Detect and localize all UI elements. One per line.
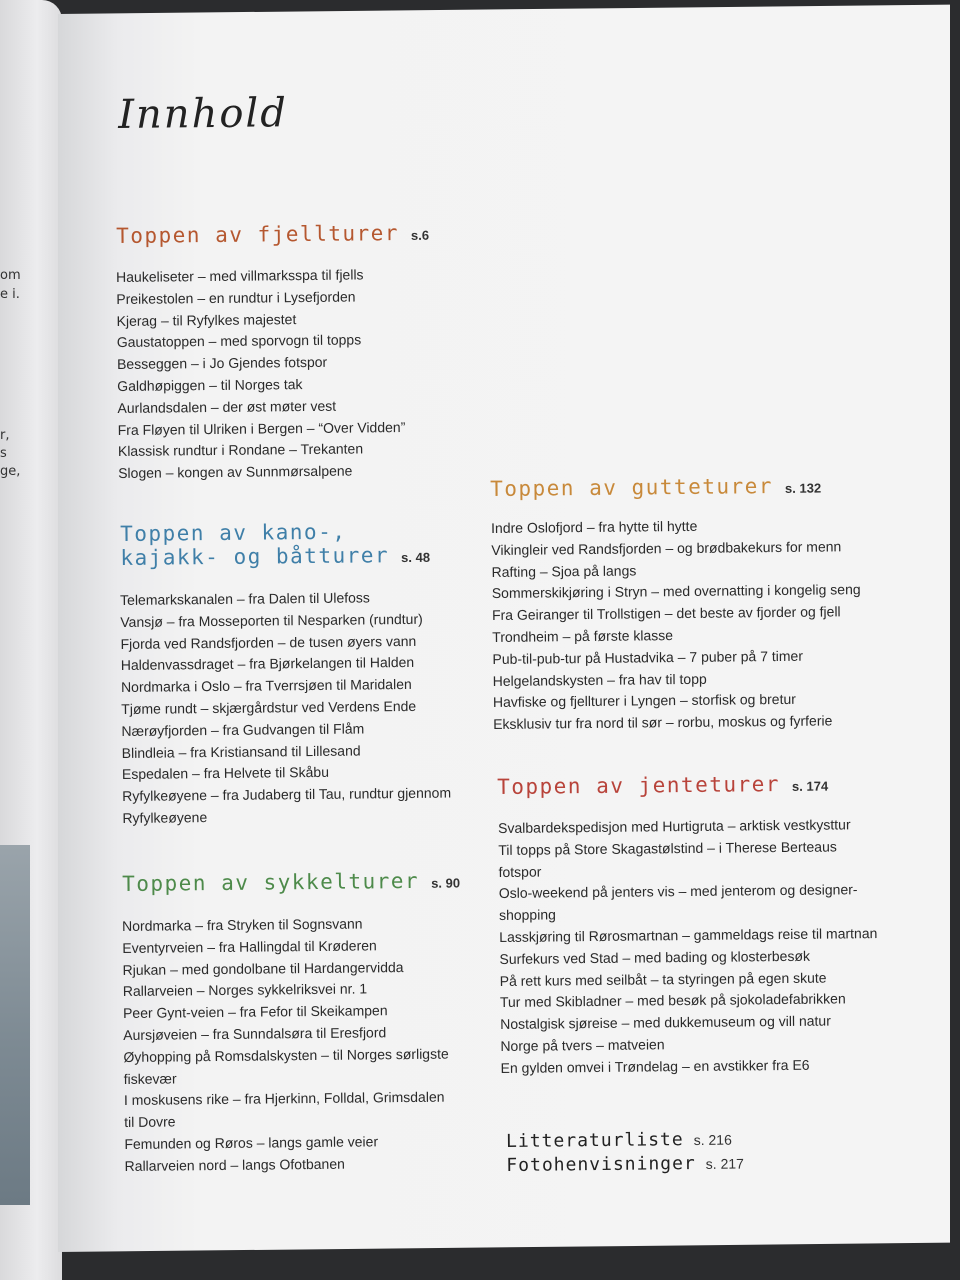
back-matter-page-ref: s. 217 bbox=[705, 1155, 744, 1172]
list-item: Eksklusiv tur fra nord til sør – rorbu, moskus og fyrferie bbox=[493, 712, 833, 733]
list-item: Nærøyfjorden – fra Gudvangen til Flåm bbox=[121, 720, 365, 739]
previous-page bbox=[0, 0, 62, 1280]
list-item: Lasskjøring til Rørosmartnan – gammeldags reise til martnan bbox=[499, 925, 878, 945]
list-item: Besseggen – i Jo Gjendes fotspor bbox=[116, 353, 328, 373]
list-item: Slogen – kongen av Sunnmørsalpene bbox=[118, 462, 353, 482]
section-page-ref: s. 48 bbox=[401, 549, 431, 566]
list-item: Norge på tvers – matveien bbox=[500, 1036, 665, 1054]
back-matter-page-ref: s. 216 bbox=[693, 1131, 732, 1149]
list-item: Tjøme rundt – skjærgårdstur ved Verdens Ende bbox=[121, 697, 417, 717]
previous-page-text: s bbox=[0, 446, 7, 461]
list-item: Nordmarka i Oslo – fra Tverrsjøen til Maridalen bbox=[120, 676, 412, 696]
list-item: Haldenvassdraget – fra Bjørkelangen til Halden bbox=[120, 654, 415, 674]
previous-page-text: r, bbox=[0, 428, 10, 443]
list-item: Surfekurs ved Stad – med bading og klosterbesøk bbox=[499, 947, 811, 967]
back-matter-item bbox=[506, 1152, 744, 1178]
list-item: Indre Oslofjord – fra hytte til hytte bbox=[491, 517, 698, 536]
list-item: Haukeliseter – med villmarksspa til fjells bbox=[116, 266, 364, 285]
list-item: Fjorda ved Randsfjorden – de tusen øyers vann bbox=[120, 632, 417, 652]
back-matter bbox=[506, 1128, 744, 1178]
list-item: til Dovre bbox=[124, 1113, 176, 1131]
list-item: Tur med Skibladner – med besøk på sjokoladefabrikken bbox=[499, 990, 846, 1011]
list-item: Helgelandskysten – fra hav til topp bbox=[492, 670, 707, 689]
previous-page-text: ge, bbox=[0, 464, 21, 479]
list-item: På rett kurs med seilbåt – ta styringen på egen skute bbox=[499, 969, 827, 989]
list-item: Eventyrveien – fra Hallingdal til Krøderen bbox=[122, 937, 377, 956]
list-item: Trondheim – på første klasse bbox=[492, 627, 674, 645]
list-item: Preikestolen – en rundtur i Lysefjorden bbox=[116, 288, 356, 307]
list-item: Sommerskikjøring i Stryn – med overnatting i kongelig seng bbox=[491, 581, 861, 602]
list-item: Ryfylkeøyene bbox=[122, 809, 208, 826]
list-item: Havfiske og fjellturer i Lyngen – storfisk og bretur bbox=[492, 691, 796, 711]
section-title-text: Toppen av gutteturer bbox=[490, 474, 774, 501]
entry-list-jenteturer bbox=[498, 814, 879, 1080]
previous-page-photo bbox=[0, 845, 30, 1205]
section-title-fjellturer bbox=[116, 221, 429, 251]
section-title-text: kajakk- og båtturer bbox=[120, 543, 390, 570]
list-item: fotspor bbox=[498, 863, 542, 880]
list-item: Rjukan – med gondolbane til Hardangervidda bbox=[122, 958, 404, 978]
list-item: fiskevær bbox=[123, 1070, 177, 1087]
section-title-gutteturer bbox=[490, 474, 821, 504]
list-item: Pub-til-pub-tur på Hustadvika – 7 puber på 7 timer bbox=[492, 647, 804, 667]
back-matter-item bbox=[506, 1128, 744, 1154]
back-matter-label: Litteraturliste bbox=[506, 1129, 684, 1152]
list-item: Rallarveien – Norges sykkelriksvei nr. 1 bbox=[122, 980, 368, 1000]
section-title-text: Toppen av fjellturer bbox=[116, 221, 400, 248]
list-item: Svalbardekspedisjon med Hurtigruta – arktisk vestkysttur bbox=[498, 816, 851, 836]
entry-list-fjellturer bbox=[116, 264, 406, 485]
list-item: Nordmarka – fra Stryken til Sognsvann bbox=[122, 915, 363, 934]
list-item: Peer Gynt-veien – fra Fefor til Skeikampen bbox=[122, 1002, 388, 1022]
section-title-text: Toppen av sykkelturer bbox=[122, 868, 420, 896]
entry-list-gutteturer bbox=[491, 514, 862, 736]
list-item: Telemarkskanalen – fra Dalen til Ulefoss bbox=[120, 589, 370, 608]
list-item: Aursjøveien – fra Sunndalsøra til Eresfjord bbox=[123, 1024, 387, 1043]
list-item: Blindleia – fra Kristiansand til Lillesand bbox=[121, 742, 361, 761]
section-page-ref: s. 174 bbox=[791, 778, 829, 794]
entry-list-kano-kajakk bbox=[120, 587, 451, 830]
section-title-kano-kajakk bbox=[120, 519, 430, 573]
list-item: Rallarveien nord – langs Ofotbanen bbox=[124, 1155, 345, 1174]
list-item: Fra Geiranger til Trollstigen – det beste av fjorder og fjell bbox=[491, 603, 841, 624]
entry-list-sykkelturer bbox=[122, 913, 450, 1178]
back-matter-label: Fotohenvisninger bbox=[506, 1153, 696, 1176]
list-item: I moskusens rike – fra Hjerkinn, Folldal, Grimsdalen bbox=[123, 1089, 445, 1109]
list-item: Gaustatoppen – med sporvogn til topps bbox=[116, 331, 362, 351]
page-title: Innhold bbox=[118, 90, 289, 138]
list-item: shopping bbox=[498, 906, 556, 924]
section-page-ref: s. 90 bbox=[431, 875, 461, 891]
list-item: Espedalen – fra Helvete til Skåbu bbox=[121, 764, 330, 783]
list-item: Aurlandsdalen – der øst møter vest bbox=[117, 397, 337, 416]
section-title-text: Toppen av kano-, bbox=[120, 519, 347, 546]
list-item: Kjerag – til Ryfylkes majestet bbox=[116, 310, 297, 329]
list-item: Øyhopping på Romsdalskysten – til Norges sørligste bbox=[123, 1045, 449, 1065]
section-title-sykkelturer bbox=[122, 868, 460, 899]
section-title-text: Toppen av jenteturer bbox=[497, 772, 781, 799]
list-item: Nostalgisk sjøreise – med dukkemuseum og vill natur bbox=[500, 1012, 831, 1033]
list-item: Fra Fløyen til Ulriken i Bergen – “Over Vidden” bbox=[117, 418, 406, 438]
list-item: Klassisk rundtur i Rondane – Trekanten bbox=[117, 440, 364, 460]
section-page-ref: s.6 bbox=[410, 227, 430, 243]
list-item: Galdhøpiggen – til Norges tak bbox=[117, 376, 303, 394]
list-item: Vikingleir ved Randsfjorden – og brødbakekurs for menn bbox=[491, 538, 842, 558]
list-item: Til topps på Store Skagastølstind – i Therese Berteaus bbox=[498, 838, 837, 858]
list-item: Rafting – Sjoa på langs bbox=[491, 562, 637, 580]
list-item: En gylden omvei i Trøndelag – en avstikker fra E6 bbox=[500, 1056, 810, 1076]
list-item: Femunden og Røros – langs gamle veier bbox=[124, 1133, 379, 1152]
previous-page-text: e i. bbox=[0, 287, 20, 302]
section-title-jenteturer bbox=[497, 772, 828, 802]
list-item: Ryfylkeøyene – fra Judaberg til Tau, rundtur gjennom bbox=[122, 784, 452, 805]
list-item: Vansjø – fra Mosseporten til Nesparken (rundtur) bbox=[120, 610, 423, 630]
section-page-ref: s. 132 bbox=[784, 480, 822, 496]
list-item: Oslo-weekend på jenters vis – med jenterom og designer- bbox=[498, 881, 858, 902]
previous-page-text: om bbox=[0, 268, 21, 283]
